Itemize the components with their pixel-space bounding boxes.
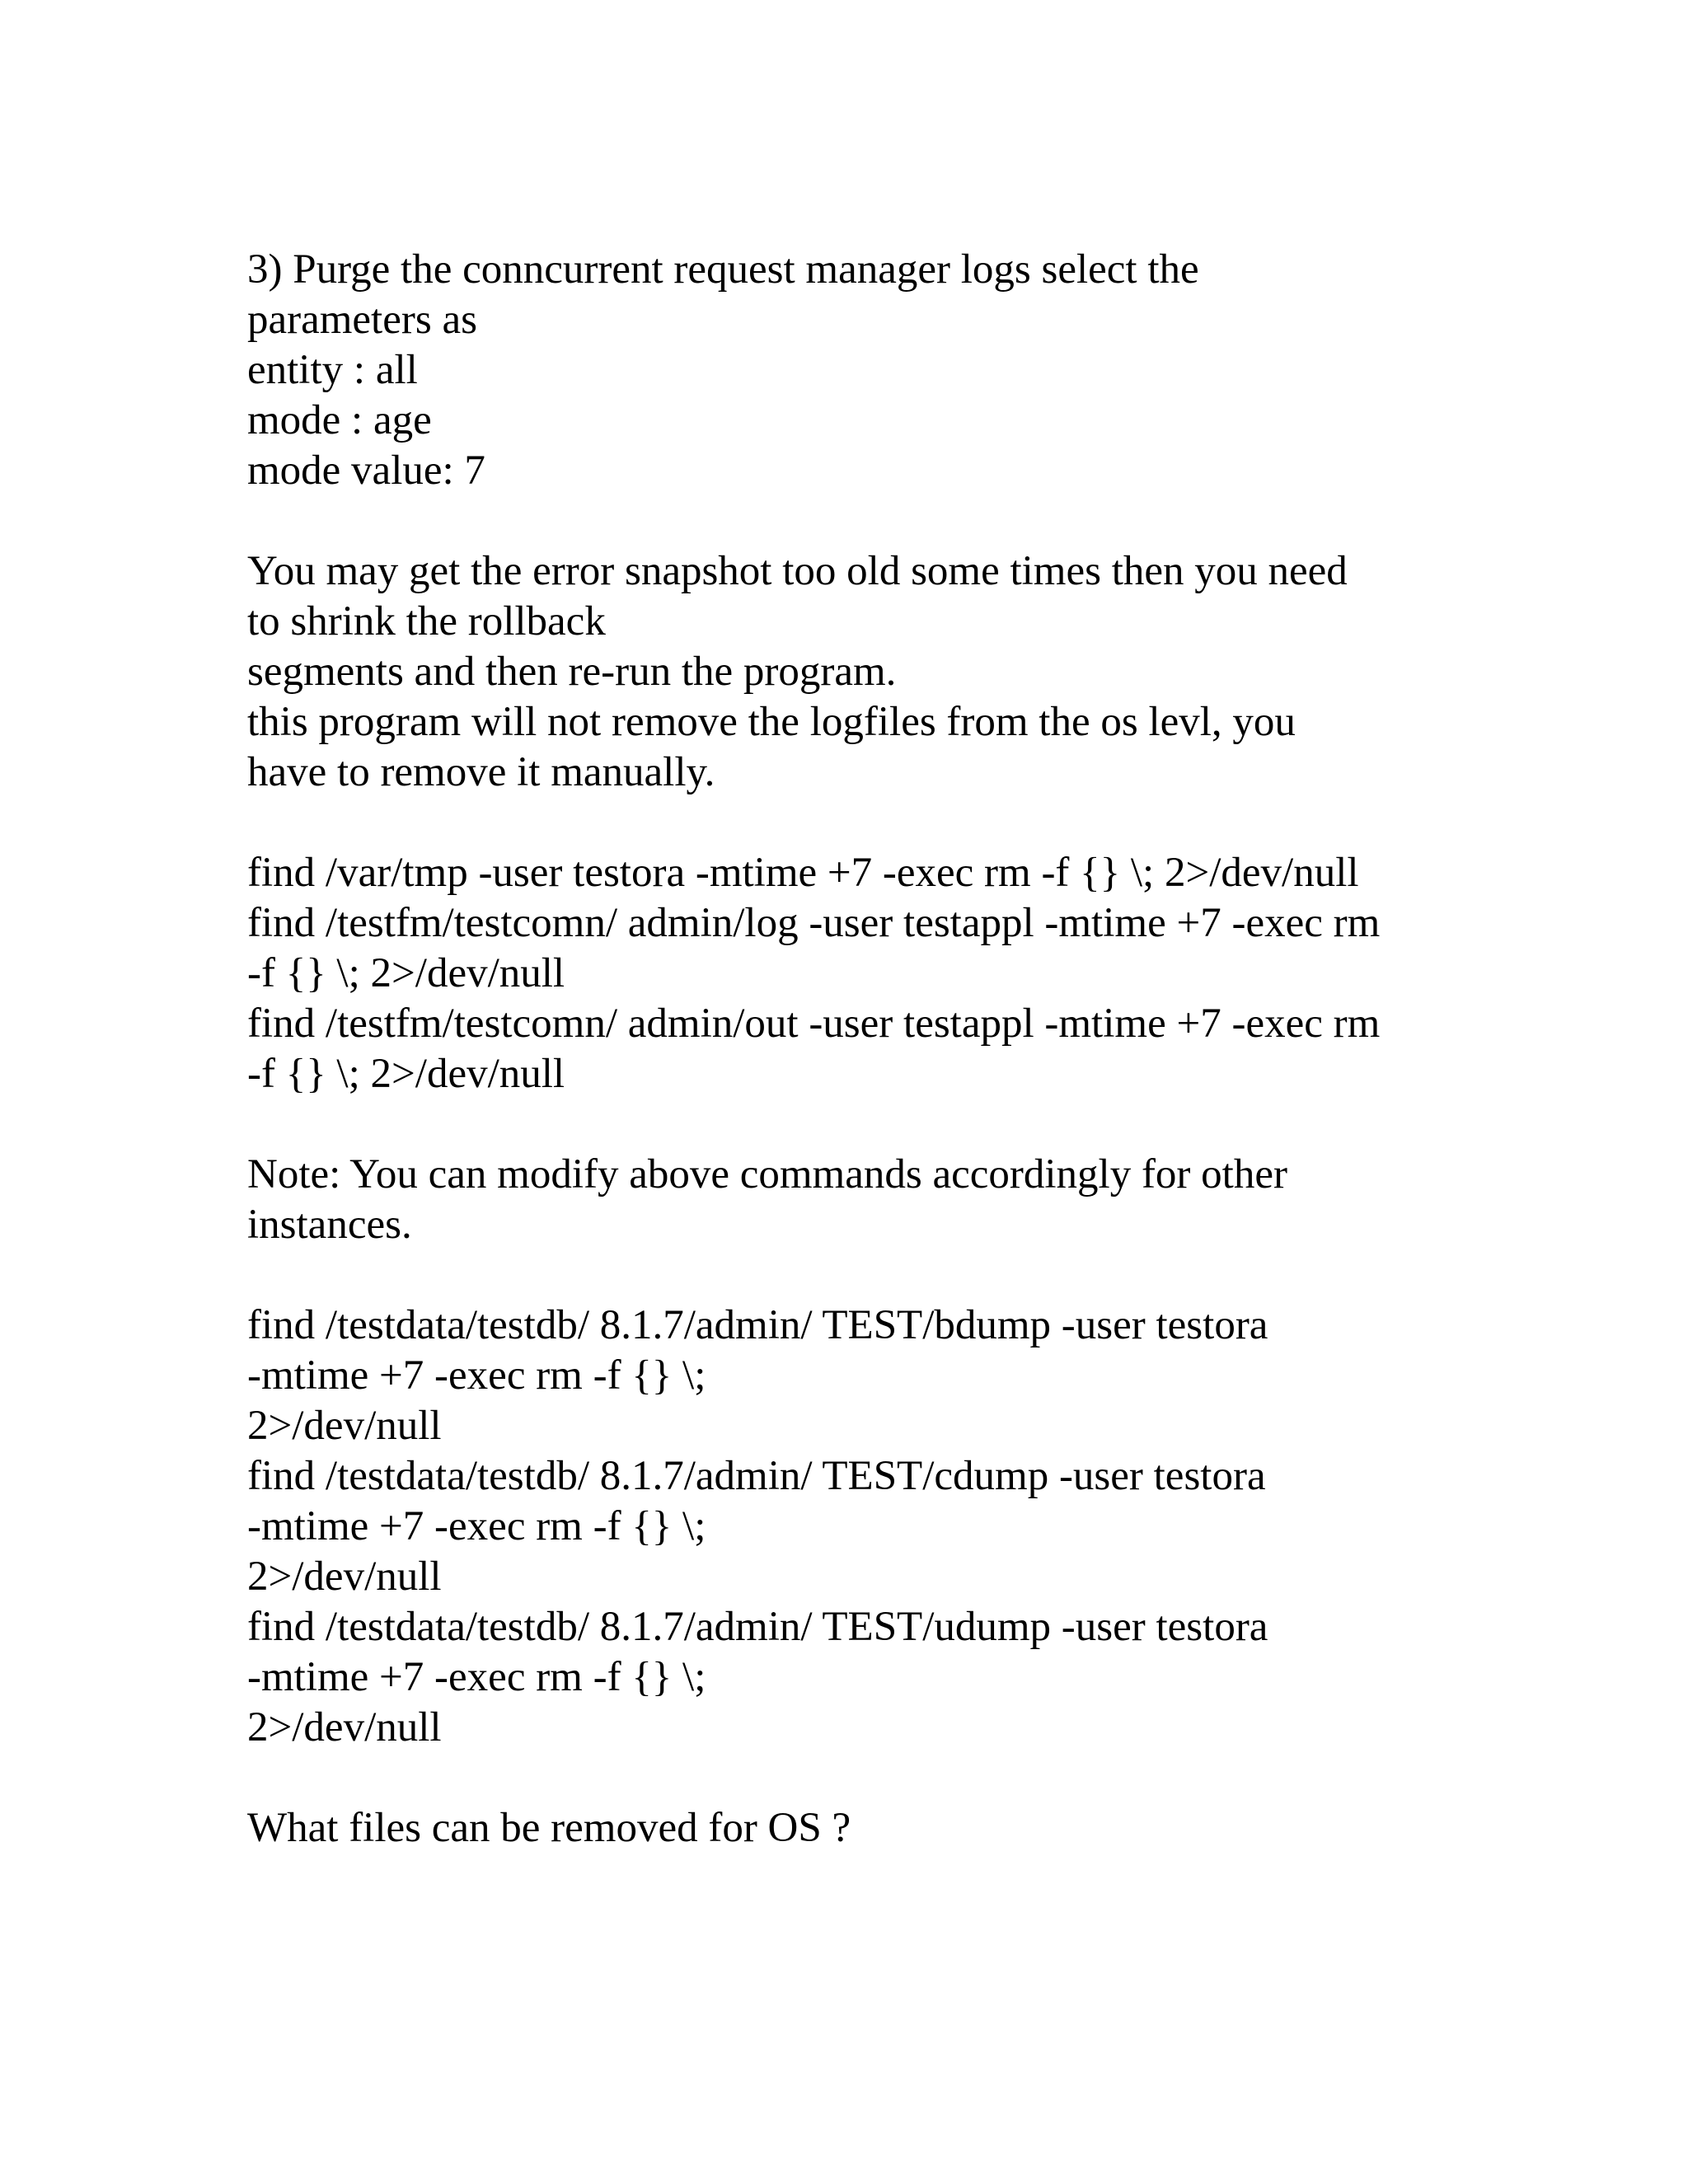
command-line: 2>/dev/null <box>247 1704 442 1750</box>
text-line: entity : all <box>247 347 418 393</box>
command-line: 2>/dev/null <box>247 1554 442 1600</box>
command-line: find /testdata/testdb/ 8.1.7/admin/ TEST/bdump -user testora <box>247 1302 1268 1348</box>
text-line: What files can be removed for OS ? <box>247 1805 851 1851</box>
paragraph-modify-note <box>247 1150 1484 1250</box>
command-line: find /testfm/testcomn/ admin/log -user testappl -mtime +7 -exec rm <box>247 900 1381 946</box>
text-line: Note: You can modify above commands accordingly for other <box>247 1151 1287 1197</box>
paragraph-spacer <box>247 798 1484 848</box>
text-line: 3) Purge the conncurrent request manager logs select the <box>247 246 1199 293</box>
command-line: find /var/tmp -user testora -mtime +7 -exec rm -f {} \; 2>/dev/null <box>247 850 1359 896</box>
paragraph-find-commands-db <box>247 1301 1484 1753</box>
text-line: have to remove it manually. <box>247 749 715 795</box>
paragraph-closing-question <box>247 1803 1484 1854</box>
command-line: -mtime +7 -exec rm -f {} \; <box>247 1654 706 1700</box>
paragraph-spacer <box>247 496 1484 546</box>
document-body <box>247 245 1484 1854</box>
paragraph-spacer <box>247 1099 1484 1150</box>
text-line: segments and then re-run the program. <box>247 649 897 695</box>
text-line: parameters as <box>247 297 477 343</box>
command-line: -f {} \; 2>/dev/null <box>247 1051 565 1097</box>
command-line: -f {} \; 2>/dev/null <box>247 950 565 996</box>
paragraph-find-commands-appl <box>247 848 1484 1099</box>
paragraph-purge-instructions <box>247 245 1484 496</box>
text-line: mode value: 7 <box>247 448 485 494</box>
command-line: find /testdata/testdb/ 8.1.7/admin/ TEST/udump -user testora <box>247 1604 1268 1650</box>
command-line: find /testdata/testdb/ 8.1.7/admin/ TEST/cdump -user testora <box>247 1453 1266 1499</box>
command-line: find /testfm/testcomn/ admin/out -user testappl -mtime +7 -exec rm <box>247 1001 1381 1047</box>
paragraph-snapshot-note <box>247 546 1484 798</box>
text-line: to shrink the rollback <box>247 598 606 644</box>
text-line: this program will not remove the logfiles from the os levl, you <box>247 699 1296 745</box>
command-line: -mtime +7 -exec rm -f {} \; <box>247 1503 706 1549</box>
paragraph-spacer <box>247 1753 1484 1803</box>
text-line: mode : age <box>247 397 432 443</box>
paragraph-spacer <box>247 1250 1484 1301</box>
command-line: 2>/dev/null <box>247 1403 442 1449</box>
text-line: instances. <box>247 1202 412 1248</box>
text-line: You may get the error snapshot too old some times then you need <box>247 548 1348 594</box>
command-line: -mtime +7 -exec rm -f {} \; <box>247 1352 706 1399</box>
